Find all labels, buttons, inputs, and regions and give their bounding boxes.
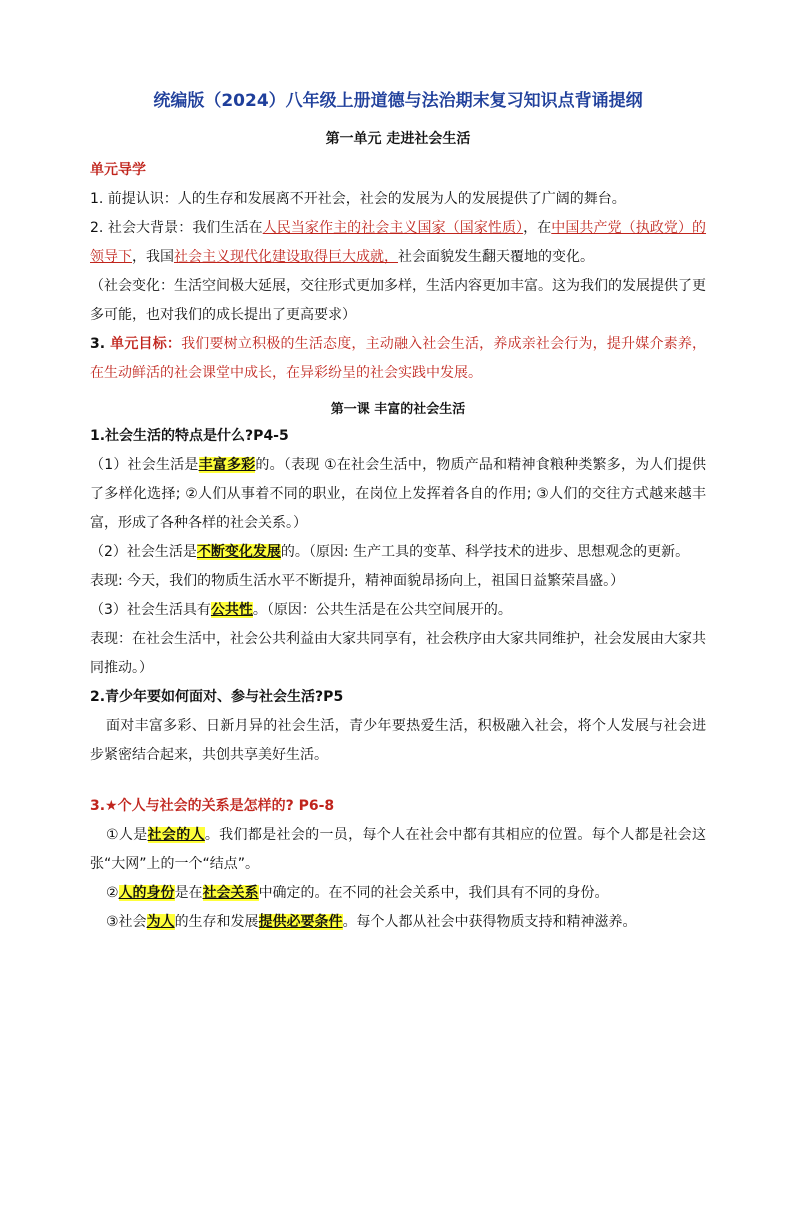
question-1: 1.社会生活的特点是什么?P4-5 [90, 428, 289, 444]
q1-answer-3-more: 表现：在社会生活中，社会公共利益由大家共同享有，社会秩序由大家共同维护，社会发展由大家共同推动。） [90, 631, 706, 676]
q1-answer-2: （2）社会生活是不断变化发展的。（原因: 生产工具的变革、科学技术的进步、思想观念的更新。 [90, 544, 690, 560]
highlight: 提供必要条件 [258, 914, 343, 930]
intro-paragraph-4: 3. 单元目标：我们要树立积极的生活态度，主动融入社会生活，养成亲社会行为，提升媒介素养，在生动鲜活的社会课堂中成长，在异彩纷呈的社会实践中发展。 [90, 336, 707, 381]
underlined-party-leadership: 中国共产党（执政党）的领导下 [90, 220, 707, 265]
q1-answer-3: （3）社会生活具有公共性。（原因：公共生活是在公共空间展开的。 [90, 602, 512, 618]
highlight: 社会关系 [202, 885, 259, 901]
highlight: 不断变化发展 [196, 544, 281, 560]
document-title: 统编版（2024）八年级上册道德与法治期末复习知识点背诵提纲 [153, 91, 643, 111]
underlined-achievements: 社会主义现代化建设取得巨大成就， [174, 249, 398, 265]
q3-answer-1: ①人是社会的人。我们都是社会的一员，每个人在社会中都有其相应的位置。每个人都是社会这张“大网”上的一个“结点”。 [90, 827, 707, 872]
intro-heading: 单元导学 [90, 162, 146, 178]
unit-title: 第一单元 走进社会生活 [325, 131, 471, 147]
highlight: 社会的人 [147, 827, 205, 843]
highlight: 丰富多彩 [198, 457, 256, 473]
intro-paragraph-2: 2. 社会大背景：我们生活在人民当家作主的社会主义国家（国家性质），在中国共产党（执政党）的领导下，我国社会主义现代化建设取得巨大成就，社会面貌发生翻天覆地的变化。 [90, 220, 707, 265]
intro-paragraph-3: （社会变化：生活空间极大延展，交往形式更加多样，生活内容更加丰富。这为我们的发展提供了更多可能，也对我们的成长提出了更高要求） [90, 278, 706, 323]
question-2: 2.青少年要如何面对、参与社会生活?P5 [90, 689, 344, 705]
q3-answer-3: ③社会为人的生存和发展提供必要条件。每个人都从社会中获得物质支持和精神滋养。 [106, 914, 637, 930]
question-3: 3.★个人与社会的关系是怎样的? P6-8 [90, 798, 335, 814]
highlight: 人的身份 [118, 885, 175, 901]
q1-answer-1: （1）社会生活是丰富多彩的。（表现 ①在社会生活中，物质产品和精神食粮种类繁多，为人们提供了多样化选择; ②人们从事着不同的职业，在岗位上发挥着各自的作用; ③人们的交往方式越来越丰富，形成了各种各样的社会关系。） [90, 457, 706, 531]
q3-answer-2: ②人的身份是在社会关系中确定的。在不同的社会关系中，我们具有不同的身份。 [106, 885, 609, 901]
q1-answer-2-more: 表现: 今天，我们的物质生活水平不断提升，精神面貌昂扬向上，祖国日益繁荣昌盛。） [90, 573, 625, 589]
underlined-state-nature: 人民当家作主的社会主义国家（国家性质） [262, 220, 524, 236]
lesson-title: 第一课 丰富的社会生活 [330, 402, 466, 417]
highlight: 公共性 [210, 602, 253, 618]
highlight: 为人 [146, 914, 175, 930]
q2-answer: 面对丰富多彩、日新月异的社会生活，青少年要热爱生活，积极融入社会，将个人发展与社会进步紧密结合起来，共创共享美好生活。 [90, 718, 706, 763]
intro-paragraph-1: 1. 前提认识：人的生存和发展离不开社会，社会的发展为人的发展提供了广阔的舞台。 [90, 191, 626, 207]
document-page [0, 88, 794, 1211]
